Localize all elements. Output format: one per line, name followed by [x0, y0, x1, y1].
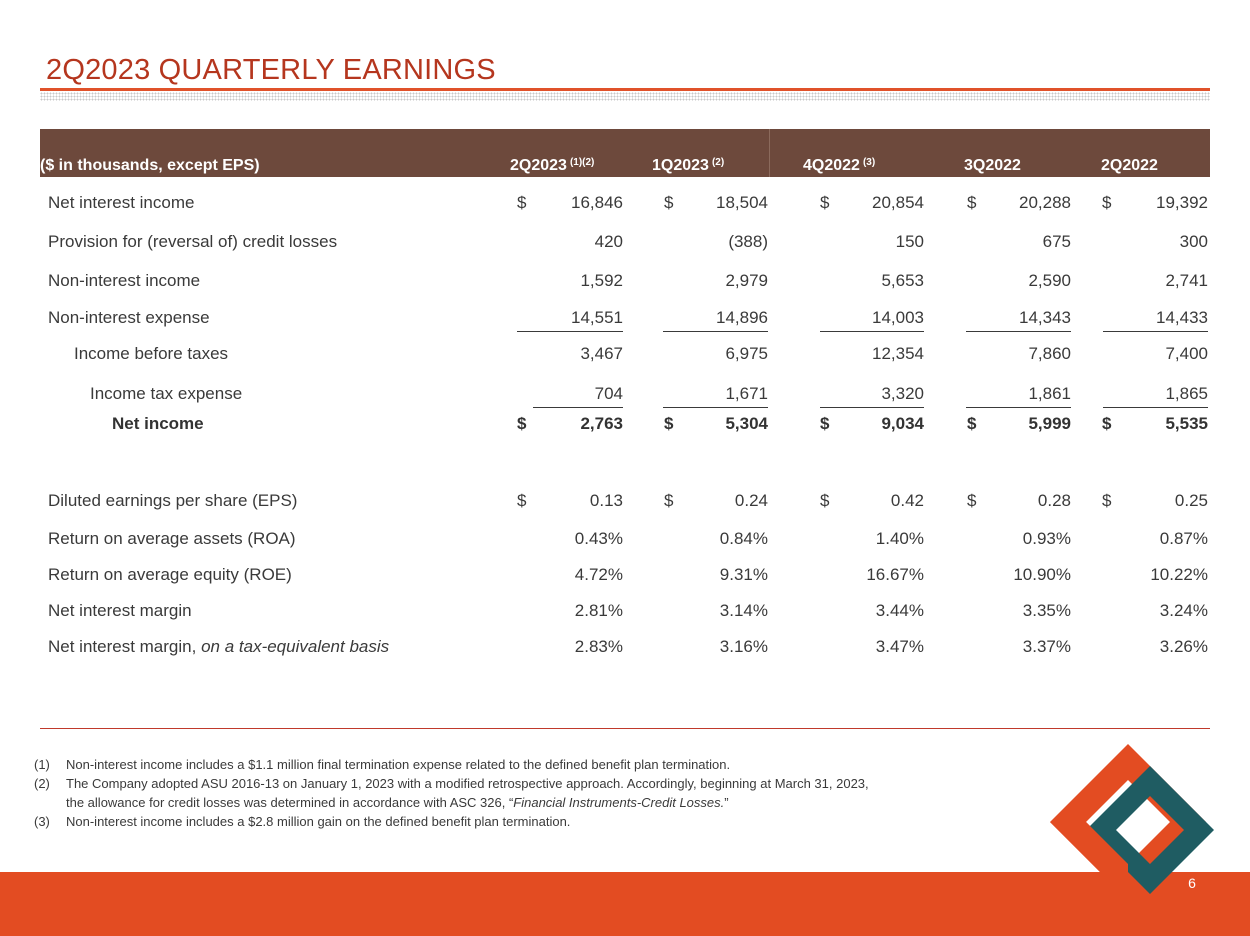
cell-value: 150	[895, 232, 924, 251]
cell-value: 300	[1179, 232, 1208, 251]
footnotes	[34, 755, 869, 831]
subtotal-underline	[1103, 331, 1208, 332]
column-header-3q2022: 3Q2022	[964, 157, 1021, 174]
cell-value: 2,979	[725, 271, 768, 290]
subtotal-underline	[966, 407, 1071, 408]
table-row	[0, 414, 1250, 438]
row-label: Net income	[112, 414, 204, 433]
cell-value: 0.25	[1174, 491, 1208, 510]
column-header-1q2023: 1Q2023 $^{(2)}$	[652, 157, 725, 174]
cell-value: 420	[594, 232, 623, 251]
cell-value: 0.43%	[574, 529, 623, 548]
row-label: Diluted earnings per share (EPS)	[48, 491, 298, 510]
page-number: 6	[1188, 875, 1196, 891]
cell-value: 3,467	[580, 344, 623, 363]
cell-value: 14,551	[571, 308, 623, 327]
cell-value: 5,653	[881, 271, 924, 290]
table-header-label: ($ in thousands, except EPS)	[40, 157, 260, 174]
cell-value: 2.83%	[574, 637, 623, 656]
row-label: Income before taxes	[74, 344, 229, 363]
cell-value: 675	[1042, 232, 1071, 251]
cell-value: 4.72%	[574, 565, 623, 584]
currency-symbol: $	[664, 414, 674, 433]
cell-value: 19,392	[1156, 193, 1208, 212]
table-row	[0, 308, 1250, 332]
cell-value: 1,861	[1028, 384, 1071, 403]
cell-value: 14,433	[1156, 308, 1208, 327]
cell-value: 0.93%	[1022, 529, 1071, 548]
cell-value: 0.87%	[1159, 529, 1208, 548]
cell-value: 3.24%	[1159, 601, 1208, 620]
page-title: 2Q2023 QUARTERLY EARNINGS	[46, 54, 496, 86]
cell-value: 2,590	[1028, 271, 1071, 290]
subtotal-underline	[820, 407, 924, 408]
row-label: Return on average equity (ROE)	[48, 565, 292, 584]
subtotal-underline	[517, 331, 623, 332]
cell-value: 1,592	[580, 271, 623, 290]
currency-symbol: $	[664, 491, 674, 510]
subtotal-underline	[820, 331, 924, 332]
cell-value: 9,034	[881, 414, 924, 433]
row-label: Net interest income	[48, 193, 195, 212]
table-row	[0, 529, 1250, 553]
currency-symbol: $	[1102, 193, 1112, 212]
cell-value: 5,999	[1028, 414, 1071, 433]
currency-symbol: $	[820, 414, 830, 433]
cell-value: 20,854	[872, 193, 924, 212]
cell-value: 12,354	[872, 344, 924, 363]
table-row	[0, 601, 1250, 625]
title-rule	[40, 88, 1210, 91]
cell-value: 1,865	[1165, 384, 1208, 403]
column-header-2q2023: 2Q2023 $^{(1)(2)}$	[510, 157, 595, 174]
currency-symbol: $	[820, 491, 830, 510]
cell-value: 18,504	[716, 193, 768, 212]
subtotal-underline	[663, 407, 768, 408]
currency-symbol: $	[517, 491, 527, 510]
cell-value: 3.37%	[1022, 637, 1071, 656]
footnote-1	[34, 755, 869, 774]
footnote-text: Non-interest income includes a $1.1 million final termination expense related to the defined benefit plan termination.	[66, 757, 731, 772]
column-header-2q2022: 2Q2022	[1101, 157, 1158, 174]
cell-value: 0.13	[589, 491, 623, 510]
row-label: Provision for (reversal of) credit losses	[48, 232, 338, 251]
footnote-text: The Company adopted ASU 2016-13 on January 1, 2023 with a modified retrospective approach. Accordingly, beginning at March 31, 2023,	[66, 776, 869, 791]
cell-value: 2,741	[1165, 271, 1208, 290]
row-label: Non-interest expense	[48, 308, 210, 327]
cell-value: 5,304	[725, 414, 768, 433]
cell-value: 3.35%	[1022, 601, 1071, 620]
table-row	[0, 565, 1250, 589]
cell-value: 3.16%	[719, 637, 768, 656]
cell-value: 0.42	[890, 491, 924, 510]
cell-value: 3,320	[881, 384, 924, 403]
cell-value: 14,896	[716, 308, 768, 327]
cell-value: 0.24	[734, 491, 768, 510]
currency-symbol: $	[1102, 491, 1112, 510]
row-label: Net interest margin, on a tax-equivalent basis	[48, 637, 390, 656]
cell-value: 2.81%	[574, 601, 623, 620]
cell-value: 10.90%	[1013, 565, 1071, 584]
cell-value: 7,400	[1165, 344, 1208, 363]
column-header-4q2022: 4Q2022 $^{(3)}$	[803, 157, 876, 174]
cell-value: 3.44%	[875, 601, 924, 620]
currency-symbol: $	[967, 414, 977, 433]
currency-symbol: $	[967, 193, 977, 212]
row-label: Income tax expense	[90, 384, 243, 403]
row-label: Net interest margin	[48, 601, 192, 620]
table-row	[0, 491, 1250, 515]
subtotal-underline	[966, 331, 1071, 332]
cell-value: 14,343	[1019, 308, 1071, 327]
currency-symbol: $	[1102, 414, 1112, 433]
table-row	[0, 637, 1250, 661]
cell-value: 16.67%	[866, 565, 924, 584]
footnote-text: the allowance for credit losses was determined in accordance with ASC 326, “Financial Instruments-Credit Losses.”	[66, 795, 729, 810]
cell-value: (388)	[728, 232, 768, 251]
cell-value: 20,288	[1019, 193, 1071, 212]
cell-value: 0.28	[1037, 491, 1071, 510]
currency-symbol: $	[517, 414, 527, 433]
footnote-text: Non-interest income includes a $2.8 million gain on the defined benefit plan termination.	[66, 814, 571, 829]
footnote-number: (3)	[34, 814, 50, 829]
cell-value: 704	[594, 384, 623, 403]
cell-value: 16,846	[571, 193, 623, 212]
currency-symbol: $	[517, 193, 527, 212]
currency-symbol: $	[967, 491, 977, 510]
bottom-rule	[40, 728, 1210, 729]
cell-value: 6,975	[725, 344, 768, 363]
table-row	[0, 384, 1250, 408]
cell-value: 10.22%	[1150, 565, 1208, 584]
cell-value: 1,671	[725, 384, 768, 403]
table-row	[0, 271, 1250, 295]
cell-value: 0.84%	[719, 529, 768, 548]
subtotal-underline	[533, 407, 623, 408]
currency-symbol: $	[664, 193, 674, 212]
cell-value: 1.40%	[875, 529, 924, 548]
subtotal-underline	[1103, 407, 1208, 408]
table-row	[0, 344, 1250, 368]
cell-value: 3.26%	[1159, 637, 1208, 656]
row-label: Return on average assets (ROA)	[48, 529, 296, 548]
subtotal-underline	[663, 331, 768, 332]
cell-value: 2,763	[580, 414, 623, 433]
footnote-3	[34, 812, 869, 831]
table-header-divider	[769, 129, 770, 177]
footnote-number: (1)	[34, 757, 50, 772]
cell-value: 9.31%	[719, 565, 768, 584]
cell-value: 3.47%	[875, 637, 924, 656]
currency-symbol: $	[820, 193, 830, 212]
interlocking-diamonds-logo	[1048, 740, 1218, 900]
cell-value: 14,003	[872, 308, 924, 327]
cell-value: 5,535	[1165, 414, 1208, 433]
title-dotted-band	[40, 92, 1210, 101]
footnote-number: (2)	[34, 776, 50, 791]
table-row	[0, 232, 1250, 256]
cell-value: 3.14%	[719, 601, 768, 620]
cell-value: 7,860	[1028, 344, 1071, 363]
footnote-2	[34, 774, 869, 812]
row-label: Non-interest income	[48, 271, 201, 290]
table-row	[0, 193, 1250, 217]
